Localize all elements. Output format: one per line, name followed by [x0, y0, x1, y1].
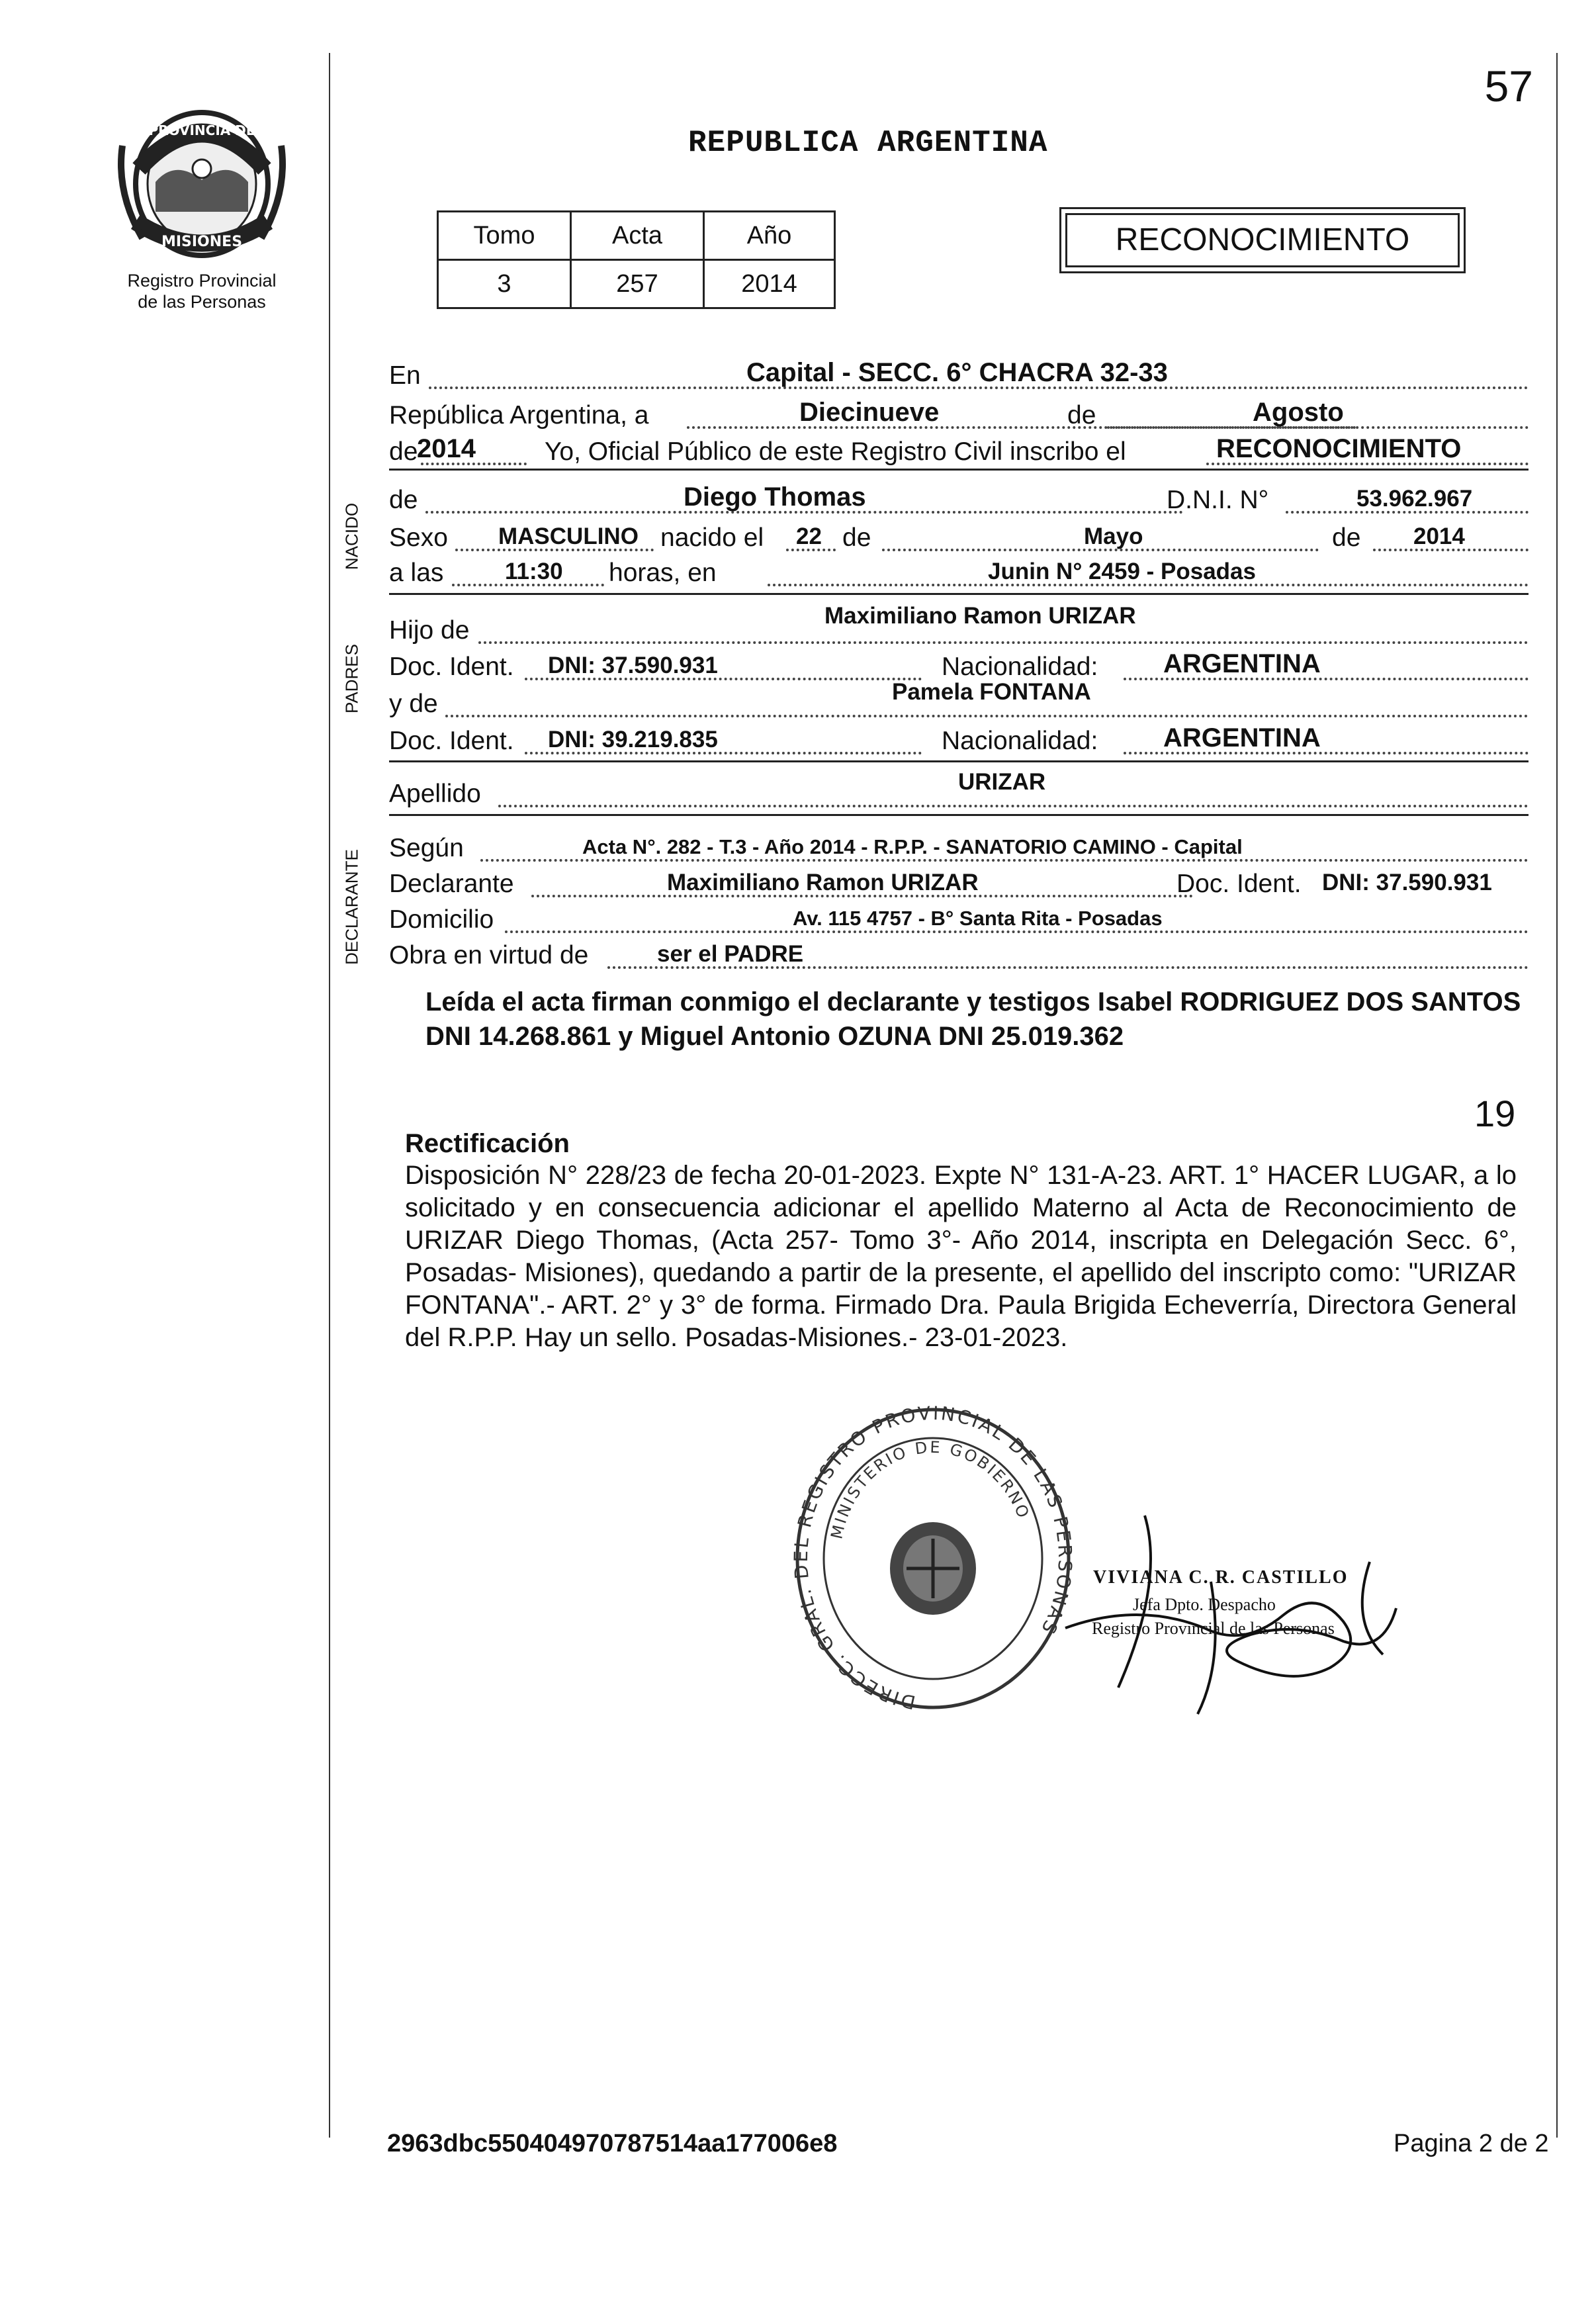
annotation-number: 19: [1474, 1093, 1516, 1134]
side-label-declarante: DECLARANTE: [341, 849, 362, 965]
label-doc-ident-2: Doc. Ident.: [389, 727, 514, 755]
table-value-anio: 2014: [704, 260, 835, 308]
label-apellido: Apellido: [389, 780, 481, 808]
form-row-father: [389, 603, 1529, 649]
provincial-registry-logo: [116, 106, 288, 271]
label-sexo: Sexo: [389, 523, 448, 552]
rectification-body: Disposición N° 228/23 de fecha 20-01-2023. Expte N° 131-A-23. ART. 1° HACER LUGAR, a lo solicitado y en consecuencia adicionar el apellido Materno al Acta de Reconocimiento de URIZAR Diego Thomas, (Acta 257- Tomo 3°- Año 2014, inscripta en Delegación Secc. 6°, Posadas- Misiones), quedando a partir de la presente, el apellido del inscripto como: "URIZAR FONTANA".- ART. 2° y 3° de forma. Firmado Dra. Paula Brigida Echeverría, Directora General del R.P.P. Hay un sello. Posadas-Misiones.- 23-01-2023.: [405, 1161, 1517, 1352]
document-hash: 2963dbc550404970787514aa177006e8: [387, 2130, 838, 2157]
record-table-header-row: [438, 212, 835, 260]
value-year: 2014: [417, 434, 476, 463]
document-title: REPUBLICA ARGENTINA: [688, 126, 1048, 160]
form-row-en: [389, 357, 1529, 394]
signer-name: VIVIANA C. R. CASTILLO: [1093, 1567, 1349, 1588]
value-mother-name: Pamela FONTANA: [892, 679, 1091, 705]
logo-text-bottom: MISIONES: [161, 234, 243, 250]
form-row-mother-doc: [389, 723, 1529, 760]
value-birth-year: 2014: [1413, 523, 1465, 549]
section-divider-3: [389, 760, 1529, 762]
signer-organization: Registro Provincial de las Personas: [1092, 1619, 1335, 1638]
act-type-box: RECONOCIMIENTO: [1065, 213, 1460, 267]
label-de: de: [1067, 401, 1096, 430]
label-hijo-de: Hijo de: [389, 616, 470, 645]
value-according: Acta N°. 282 - T.3 - Año 2014 - R.P.P. - SANATORIO CAMINO - Capital: [582, 835, 1243, 858]
value-father-name: Maximiliano Ramon URIZAR: [824, 603, 1136, 629]
form-row-declarant: [389, 866, 1529, 903]
form-row-date: [389, 397, 1529, 434]
label-y-de: y de: [389, 690, 438, 718]
value-father-nationality: ARGENTINA: [1163, 649, 1321, 678]
left-margin-line: [329, 53, 330, 2138]
label-declarante: Declarante: [389, 870, 514, 898]
page-number: 57: [1484, 62, 1533, 111]
section-divider-4: [389, 814, 1529, 816]
value-day: Diecinueve: [799, 398, 940, 427]
value-surname: URIZAR: [958, 769, 1046, 795]
official-stamp: [791, 1403, 1075, 1714]
form-row-name: [389, 482, 1529, 519]
right-margin-line: [1556, 53, 1558, 2138]
dotted-line: [480, 859, 1529, 862]
stamp-outer-text: DIRECC. GRAL. DEL REGISTRO PROVINCIAL DE LAS PERSONAS: [791, 1403, 1075, 1713]
label-nacido: nacido el: [660, 523, 764, 552]
label-doc-ident: Doc. Ident.: [389, 653, 514, 681]
label-nacionalidad-2: Nacionalidad:: [942, 727, 1098, 755]
dotted-line: [478, 641, 1529, 644]
label-en: En: [389, 361, 421, 390]
value-child-name: Diego Thomas: [684, 482, 866, 512]
form-row-sex-birth: [389, 520, 1529, 557]
dotted-line: [505, 930, 1529, 933]
table-header-acta: Acta: [571, 212, 704, 260]
label-obra: Obra en virtud de: [389, 941, 589, 970]
value-birth-month: Mayo: [1084, 523, 1143, 549]
value-birth-time: 11:30: [505, 559, 563, 584]
label-horas: horas, en: [609, 559, 717, 587]
stamp-inner-text: MINISTERIO DE GOBIERNO: [827, 1437, 1034, 1541]
value-mother-doc: DNI: 39.219.835: [548, 727, 718, 752]
label-de-nombre: de: [389, 486, 418, 514]
section-divider-2: [389, 593, 1529, 595]
value-role: ser el PADRE: [657, 941, 804, 967]
table-value-tomo: 3: [438, 260, 571, 308]
label-de-3: de: [842, 523, 871, 552]
label-dni: D.N.I. N°: [1167, 486, 1269, 514]
label-doc-ident-3: Doc. Ident.: [1176, 870, 1302, 898]
label-de-2: de: [389, 437, 418, 466]
value-father-doc: DNI: 37.590.931: [548, 653, 718, 678]
record-table-value-row: [438, 260, 835, 308]
value-mother-nationality: ARGENTINA: [1163, 723, 1321, 752]
form-row-year: [389, 433, 1529, 471]
rectification-title: Rectificación: [405, 1129, 570, 1158]
form-row-role: [389, 937, 1529, 974]
value-month: Agosto: [1253, 398, 1344, 427]
value-declarant-name: Maximiliano Ramon URIZAR: [667, 870, 979, 895]
label-de-4: de: [1332, 523, 1361, 552]
value-child-dni: 53.962.967: [1356, 486, 1473, 512]
label-a-las: a las: [389, 559, 444, 587]
label-republica: República Argentina, a: [389, 401, 649, 430]
label-segun: Según: [389, 834, 464, 862]
form-row-surname: [389, 769, 1529, 813]
value-address: Av. 115 4757 - B° Santa Rita - Posadas: [793, 907, 1163, 930]
table-value-acta: 257: [571, 260, 704, 308]
table-header-tomo: Tomo: [438, 212, 571, 260]
signing-statement: Leída el acta firman conmigo el declarante y testigos Isabel RODRIGUEZ DOS SANTOS DNI 14.268.861 y Miguel Antonio OZUNA DNI 25.019.362: [425, 987, 1521, 1051]
form-row-address: [389, 901, 1529, 938]
logo-caption-line2: de las Personas: [138, 292, 266, 312]
logo-caption-line1: Registro Provincial: [127, 271, 277, 291]
form-row-time-place: [389, 555, 1529, 592]
form-row-according: [389, 830, 1529, 867]
dotted-line: [498, 805, 1529, 807]
value-birth-day: 22: [796, 523, 822, 549]
value-inscribo: RECONOCIMIENTO: [1216, 434, 1462, 463]
logo-caption: [99, 270, 304, 312]
logo-text-top: PROVINCIA DE: [148, 122, 255, 138]
signer-title: Jefa Dpto. Despacho: [1133, 1595, 1276, 1614]
dotted-line: [445, 715, 1529, 717]
value-birth-place: Junin N° 2459 - Posadas: [988, 559, 1256, 584]
value-declarant-doc: DNI: 37.590.931: [1322, 870, 1492, 895]
record-table: [437, 210, 836, 309]
page-indicator: Pagina 2 de 2: [1394, 2130, 1549, 2157]
value-place: Capital - SECC. 6° CHACRA 32-33: [746, 358, 1168, 387]
side-label-nacido: NACIDO: [341, 502, 362, 570]
value-sex: MASCULINO: [498, 523, 639, 549]
side-label-padres: PADRES: [341, 644, 362, 713]
label-nacionalidad: Nacionalidad:: [942, 653, 1098, 681]
label-oficial: Yo, Oficial Público de este Registro Civil inscribo el: [545, 437, 1126, 466]
form-row-mother: [389, 679, 1529, 723]
table-header-anio: Año: [704, 212, 835, 260]
label-domicilio: Domicilio: [389, 905, 494, 934]
